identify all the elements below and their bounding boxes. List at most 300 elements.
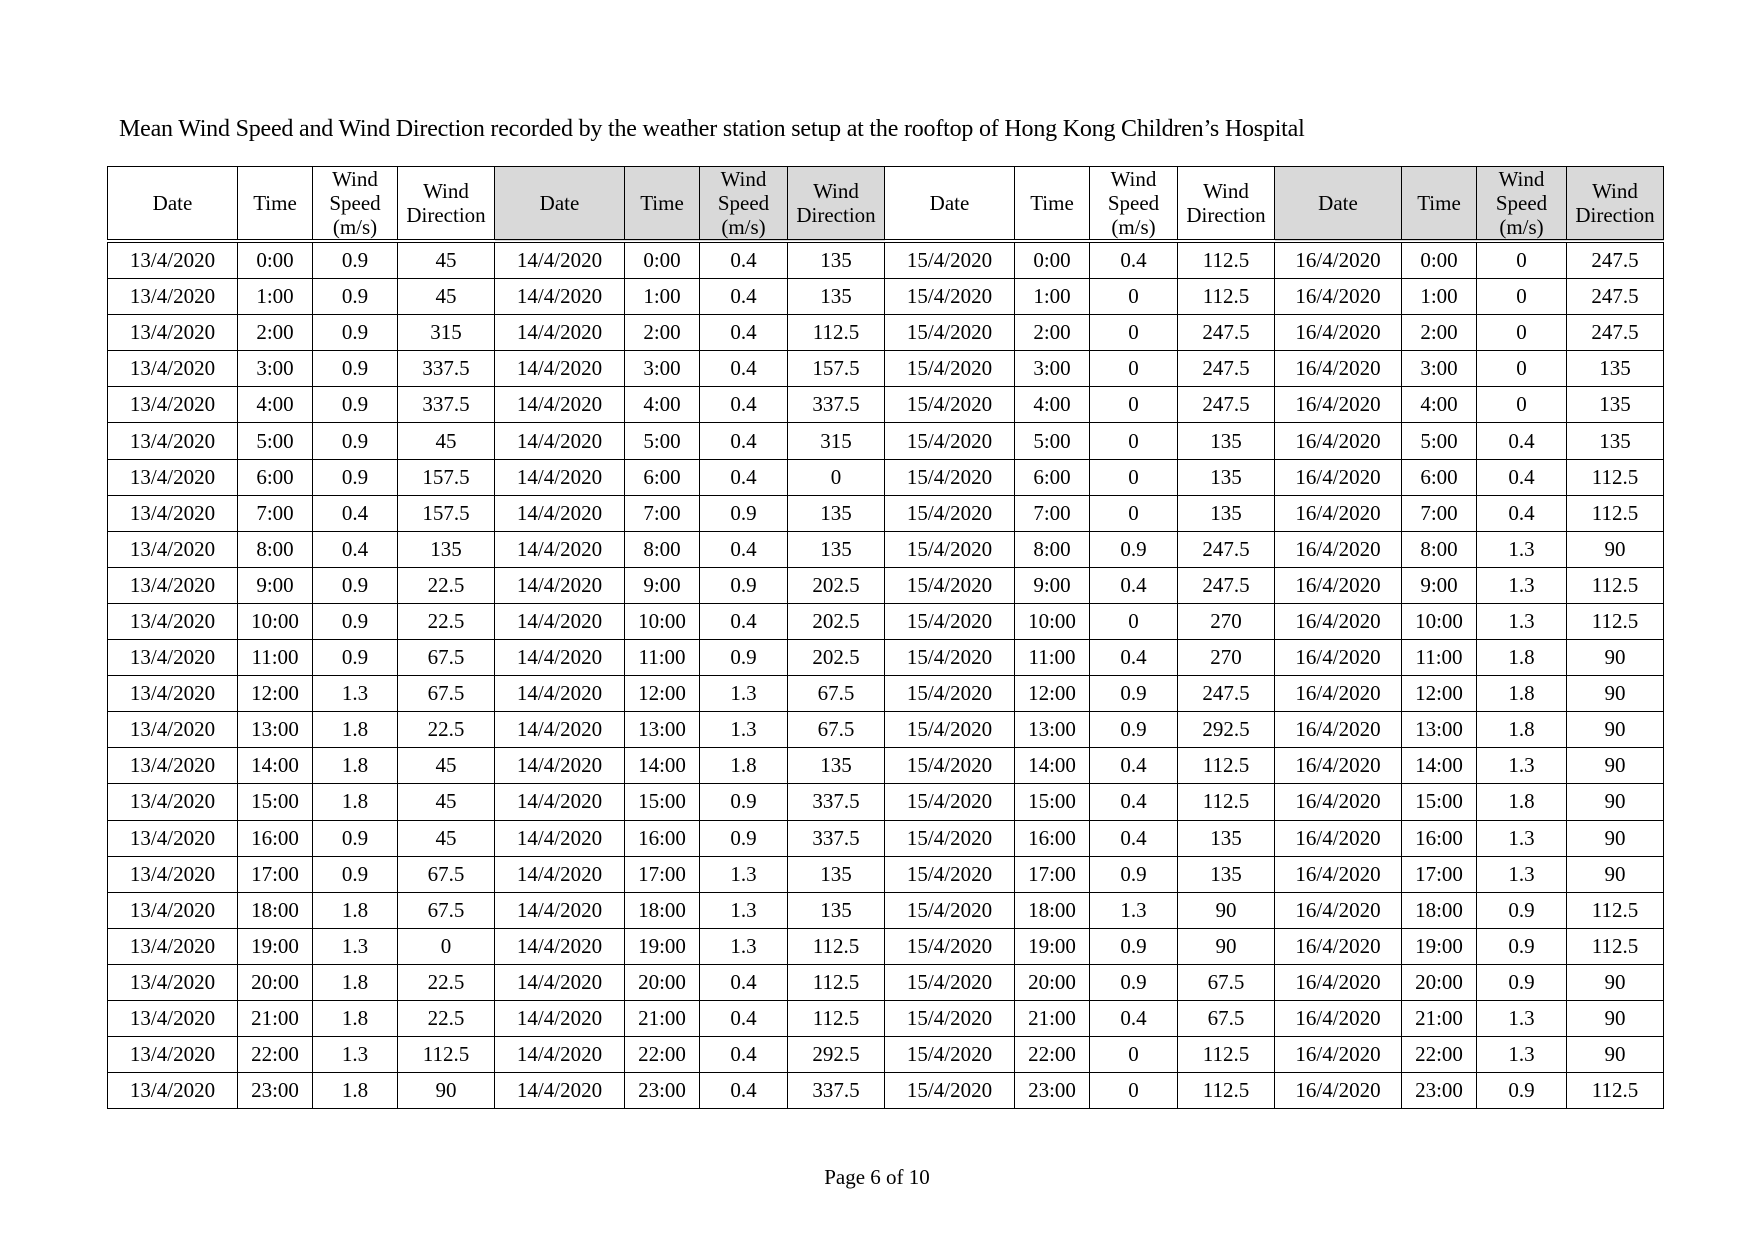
cell-wind-speed: 0.9 [313,315,398,351]
cell-wind-speed: 0.4 [700,387,788,423]
cell-wind-direction: 247.5 [1178,315,1275,351]
cell-wind-speed: 0.4 [313,495,398,531]
cell-date: 16/4/2020 [1275,315,1402,351]
cell-wind-direction: 112.5 [1567,603,1664,639]
cell-time: 11:00 [1015,640,1090,676]
cell-time: 17:00 [1402,856,1477,892]
header-date: Date [108,167,238,242]
cell-wind-direction: 90 [1567,712,1664,748]
cell-time: 19:00 [238,928,313,964]
cell-time: 10:00 [1015,603,1090,639]
cell-wind-speed: 0 [1090,1037,1178,1073]
cell-time: 15:00 [238,784,313,820]
cell-date: 14/4/2020 [495,712,625,748]
cell-wind-speed: 0 [1477,315,1567,351]
cell-time: 14:00 [625,748,700,784]
cell-wind-direction: 112.5 [1567,459,1664,495]
cell-wind-speed: 0.4 [700,351,788,387]
header-wind-speed-line: Speed [329,191,381,215]
cell-date: 15/4/2020 [885,315,1015,351]
cell-wind-direction: 45 [398,748,495,784]
cell-date: 15/4/2020 [885,676,1015,712]
cell-wind-direction: 90 [1567,676,1664,712]
cell-time: 7:00 [1015,495,1090,531]
cell-wind-direction: 67.5 [1178,964,1275,1000]
cell-wind-speed: 1.3 [1477,567,1567,603]
cell-time: 19:00 [625,928,700,964]
header-wind-speed [700,167,788,242]
cell-wind-direction: 22.5 [398,1000,495,1036]
cell-wind-speed: 0.4 [1090,640,1178,676]
cell-time: 20:00 [238,964,313,1000]
cell-date: 13/4/2020 [108,820,238,856]
cell-time: 20:00 [1402,964,1477,1000]
header-wind-speed [313,167,398,242]
cell-wind-direction: 135 [1567,351,1664,387]
page-number: Page 6 of 10 [824,1165,930,1189]
cell-time: 4:00 [1402,387,1477,423]
cell-time: 3:00 [238,351,313,387]
cell-wind-direction: 112.5 [1178,784,1275,820]
cell-date: 16/4/2020 [1275,241,1402,279]
cell-wind-speed: 0 [1090,351,1178,387]
cell-time: 9:00 [625,567,700,603]
cell-wind-direction: 157.5 [788,351,885,387]
header-wind-speed [1477,167,1567,242]
cell-date: 13/4/2020 [108,676,238,712]
cell-wind-direction: 337.5 [788,387,885,423]
header-wind-speed-line: Wind [1110,167,1157,191]
header-wind-direction-line: Wind [1592,179,1638,203]
cell-wind-speed: 0.9 [700,567,788,603]
cell-time: 9:00 [238,567,313,603]
cell-wind-speed: 0.4 [700,1000,788,1036]
cell-date: 13/4/2020 [108,784,238,820]
table-row [108,423,1664,459]
cell-wind-direction: 45 [398,423,495,459]
cell-date: 13/4/2020 [108,748,238,784]
cell-time: 23:00 [1402,1073,1477,1109]
cell-date: 13/4/2020 [108,423,238,459]
cell-date: 13/4/2020 [108,351,238,387]
table-row [108,315,1664,351]
cell-time: 14:00 [1402,748,1477,784]
cell-time: 3:00 [1402,351,1477,387]
cell-wind-speed: 0.9 [313,241,398,279]
header-time: Time [1402,167,1477,242]
cell-date: 14/4/2020 [495,531,625,567]
cell-wind-direction: 112.5 [788,928,885,964]
cell-date: 15/4/2020 [885,567,1015,603]
cell-date: 13/4/2020 [108,495,238,531]
cell-date: 13/4/2020 [108,1037,238,1073]
cell-date: 16/4/2020 [1275,640,1402,676]
cell-wind-speed: 1.3 [1477,820,1567,856]
cell-wind-speed: 1.3 [313,928,398,964]
cell-wind-speed: 0 [1090,423,1178,459]
cell-wind-speed: 0.9 [1090,964,1178,1000]
cell-wind-direction: 90 [1178,892,1275,928]
table-caption: Mean Wind Speed and Wind Direction recorded by the weather station setup at the rooftop of Hong Kong Children’s Hospital [119,116,1305,142]
cell-wind-direction: 247.5 [1178,567,1275,603]
cell-date: 14/4/2020 [495,351,625,387]
cell-time: 16:00 [625,820,700,856]
cell-wind-direction: 135 [1178,495,1275,531]
cell-wind-direction: 112.5 [788,1000,885,1036]
header-date: Date [1275,167,1402,242]
cell-wind-speed: 1.8 [313,712,398,748]
cell-time: 16:00 [238,820,313,856]
cell-date: 13/4/2020 [108,459,238,495]
cell-time: 17:00 [1015,856,1090,892]
header-wind-speed-line: (m/s) [332,215,378,239]
cell-wind-direction: 202.5 [788,567,885,603]
cell-wind-direction: 247.5 [1567,241,1664,279]
cell-wind-speed: 1.3 [700,928,788,964]
cell-time: 22:00 [625,1037,700,1073]
cell-wind-direction: 135 [788,531,885,567]
cell-wind-speed: 0 [1477,351,1567,387]
cell-wind-direction: 337.5 [788,820,885,856]
cell-date: 16/4/2020 [1275,459,1402,495]
header-time: Time [625,167,700,242]
cell-date: 15/4/2020 [885,423,1015,459]
cell-wind-speed: 0 [1090,495,1178,531]
cell-wind-direction: 337.5 [788,784,885,820]
header-date: Date [885,167,1015,242]
cell-wind-speed: 0.4 [700,964,788,1000]
cell-wind-speed: 1.3 [1477,748,1567,784]
cell-date: 14/4/2020 [495,964,625,1000]
header-wind-direction-line: Direction [1186,203,1266,227]
cell-wind-speed: 0.4 [700,423,788,459]
wind-data-table [107,166,1664,1109]
cell-wind-direction: 135 [788,279,885,315]
cell-date: 13/4/2020 [108,315,238,351]
cell-time: 5:00 [625,423,700,459]
cell-wind-direction: 135 [1178,856,1275,892]
cell-wind-speed: 0.4 [700,279,788,315]
cell-date: 15/4/2020 [885,495,1015,531]
cell-time: 16:00 [1015,820,1090,856]
cell-wind-direction: 270 [1178,640,1275,676]
cell-date: 15/4/2020 [885,712,1015,748]
cell-wind-speed: 0 [1090,315,1178,351]
cell-time: 23:00 [1015,1073,1090,1109]
cell-wind-direction: 0 [398,928,495,964]
header-wind-direction-line: Direction [406,203,486,227]
cell-wind-speed: 1.8 [313,1073,398,1109]
cell-time: 22:00 [1015,1037,1090,1073]
cell-date: 14/4/2020 [495,567,625,603]
cell-wind-speed: 0.9 [313,459,398,495]
cell-time: 1:00 [238,279,313,315]
cell-date: 13/4/2020 [108,603,238,639]
cell-wind-speed: 0.9 [313,387,398,423]
cell-wind-direction: 135 [1178,459,1275,495]
cell-wind-direction: 112.5 [1567,1073,1664,1109]
cell-time: 2:00 [625,315,700,351]
cell-wind-speed: 0.4 [700,531,788,567]
table-row [108,495,1664,531]
cell-wind-direction: 247.5 [1178,531,1275,567]
cell-date: 13/4/2020 [108,279,238,315]
cell-wind-speed: 0.4 [1477,423,1567,459]
cell-wind-speed: 0.4 [700,1037,788,1073]
cell-wind-direction: 202.5 [788,603,885,639]
cell-wind-direction: 22.5 [398,712,495,748]
cell-date: 14/4/2020 [495,748,625,784]
cell-time: 12:00 [1015,676,1090,712]
cell-date: 13/4/2020 [108,964,238,1000]
table-row [108,640,1664,676]
cell-date: 14/4/2020 [495,1073,625,1109]
cell-wind-speed: 0.4 [313,531,398,567]
cell-time: 18:00 [625,892,700,928]
cell-wind-direction: 247.5 [1567,279,1664,315]
cell-wind-direction: 112.5 [1178,279,1275,315]
cell-wind-direction: 22.5 [398,964,495,1000]
table-row [108,964,1664,1000]
cell-time: 22:00 [1402,1037,1477,1073]
cell-wind-direction: 112.5 [1567,495,1664,531]
cell-wind-direction: 135 [788,892,885,928]
table-row [108,676,1664,712]
cell-wind-speed: 0.9 [700,784,788,820]
cell-wind-direction: 157.5 [398,459,495,495]
cell-time: 6:00 [1015,459,1090,495]
cell-wind-speed: 0 [1090,279,1178,315]
table-row [108,784,1664,820]
cell-wind-speed: 0.4 [1090,1000,1178,1036]
cell-wind-direction: 135 [788,495,885,531]
cell-date: 16/4/2020 [1275,784,1402,820]
cell-time: 8:00 [625,531,700,567]
cell-wind-direction: 112.5 [1567,567,1664,603]
cell-wind-direction: 112.5 [1178,1073,1275,1109]
cell-date: 15/4/2020 [885,784,1015,820]
cell-date: 13/4/2020 [108,1000,238,1036]
cell-date: 16/4/2020 [1275,495,1402,531]
header-wind-speed-line: (m/s) [1499,215,1544,239]
cell-wind-direction: 90 [1178,928,1275,964]
cell-wind-speed: 0.4 [700,241,788,279]
header-wind-direction-line: Wind [813,179,859,203]
cell-wind-direction: 247.5 [1178,351,1275,387]
cell-date: 15/4/2020 [885,820,1015,856]
cell-wind-direction: 315 [788,423,885,459]
table-row [108,748,1664,784]
cell-wind-speed: 0.9 [700,640,788,676]
cell-date: 14/4/2020 [495,315,625,351]
cell-wind-direction: 90 [1567,748,1664,784]
table-row [108,892,1664,928]
cell-date: 14/4/2020 [495,459,625,495]
cell-date: 14/4/2020 [495,603,625,639]
cell-date: 14/4/2020 [495,928,625,964]
cell-wind-speed: 0.9 [313,351,398,387]
cell-wind-direction: 67.5 [788,676,885,712]
cell-wind-speed: 0.9 [1090,531,1178,567]
cell-time: 8:00 [1402,531,1477,567]
cell-wind-direction: 135 [788,748,885,784]
cell-wind-speed: 0.4 [700,1073,788,1109]
cell-time: 3:00 [625,351,700,387]
cell-time: 13:00 [1015,712,1090,748]
cell-time: 13:00 [238,712,313,748]
cell-date: 16/4/2020 [1275,676,1402,712]
cell-wind-direction: 90 [1567,640,1664,676]
cell-wind-direction: 112.5 [1178,748,1275,784]
cell-wind-speed: 0 [1090,459,1178,495]
cell-wind-direction: 315 [398,315,495,351]
cell-wind-direction: 90 [1567,784,1664,820]
cell-date: 13/4/2020 [108,241,238,279]
cell-wind-direction: 337.5 [398,351,495,387]
cell-time: 18:00 [238,892,313,928]
cell-date: 15/4/2020 [885,856,1015,892]
cell-wind-direction: 90 [1567,820,1664,856]
cell-wind-speed: 0.9 [313,820,398,856]
cell-wind-direction: 112.5 [1178,241,1275,279]
cell-wind-direction: 112.5 [398,1037,495,1073]
header-time: Time [1015,167,1090,242]
cell-wind-speed: 1.3 [313,1037,398,1073]
table-row [108,531,1664,567]
cell-wind-direction: 90 [1567,964,1664,1000]
cell-wind-speed: 0.9 [1477,1073,1567,1109]
cell-time: 5:00 [1015,423,1090,459]
cell-time: 13:00 [625,712,700,748]
cell-date: 14/4/2020 [495,1037,625,1073]
header-wind-direction-line: Wind [1203,179,1249,203]
cell-wind-speed: 0.4 [1090,784,1178,820]
cell-wind-direction: 112.5 [1178,1037,1275,1073]
cell-wind-speed: 1.8 [313,784,398,820]
cell-date: 13/4/2020 [108,712,238,748]
cell-date: 13/4/2020 [108,640,238,676]
cell-wind-direction: 135 [1178,820,1275,856]
cell-date: 13/4/2020 [108,1073,238,1109]
cell-time: 0:00 [625,241,700,279]
cell-date: 14/4/2020 [495,784,625,820]
cell-time: 17:00 [625,856,700,892]
cell-wind-direction: 135 [1567,387,1664,423]
cell-time: 5:00 [1402,423,1477,459]
cell-time: 0:00 [238,241,313,279]
cell-date: 16/4/2020 [1275,531,1402,567]
cell-time: 15:00 [625,784,700,820]
cell-time: 15:00 [1402,784,1477,820]
cell-wind-direction: 247.5 [1178,387,1275,423]
cell-time: 19:00 [1015,928,1090,964]
cell-wind-speed: 1.3 [313,676,398,712]
cell-wind-direction: 135 [398,531,495,567]
cell-date: 13/4/2020 [108,856,238,892]
cell-wind-direction: 67.5 [1178,1000,1275,1036]
cell-time: 1:00 [1015,279,1090,315]
cell-wind-speed: 1.8 [1477,640,1567,676]
cell-wind-direction: 135 [1567,423,1664,459]
cell-date: 14/4/2020 [495,640,625,676]
cell-wind-speed: 1.3 [1477,1037,1567,1073]
cell-time: 15:00 [1015,784,1090,820]
cell-time: 23:00 [238,1073,313,1109]
cell-wind-speed: 1.8 [700,748,788,784]
cell-date: 16/4/2020 [1275,856,1402,892]
cell-wind-speed: 0.9 [313,603,398,639]
cell-date: 15/4/2020 [885,1073,1015,1109]
cell-wind-speed: 0.9 [1477,928,1567,964]
cell-time: 18:00 [1402,892,1477,928]
cell-wind-direction: 45 [398,279,495,315]
table-row [108,928,1664,964]
cell-wind-direction: 112.5 [788,964,885,1000]
cell-wind-direction: 112.5 [1567,928,1664,964]
cell-wind-speed: 0.4 [1090,241,1178,279]
cell-wind-speed: 1.3 [700,676,788,712]
cell-date: 15/4/2020 [885,748,1015,784]
cell-wind-direction: 0 [788,459,885,495]
header-wind-speed-line: Speed [1495,191,1548,215]
cell-time: 13:00 [1402,712,1477,748]
cell-time: 2:00 [1015,315,1090,351]
cell-wind-speed: 1.8 [313,1000,398,1036]
cell-date: 15/4/2020 [885,459,1015,495]
table-body [108,241,1664,1109]
cell-date: 16/4/2020 [1275,1037,1402,1073]
table-header-row [108,167,1664,242]
cell-wind-speed: 0.9 [313,423,398,459]
cell-wind-direction: 67.5 [398,856,495,892]
cell-wind-direction: 337.5 [398,387,495,423]
cell-date: 16/4/2020 [1275,423,1402,459]
cell-time: 22:00 [238,1037,313,1073]
cell-wind-direction: 67.5 [398,676,495,712]
cell-wind-speed: 0 [1090,603,1178,639]
cell-date: 15/4/2020 [885,279,1015,315]
cell-time: 9:00 [1015,567,1090,603]
cell-wind-direction: 202.5 [788,640,885,676]
header-wind-speed-line: Wind [332,167,378,191]
cell-wind-speed: 1.3 [700,856,788,892]
cell-date: 14/4/2020 [495,387,625,423]
header-wind-speed [1090,167,1178,242]
cell-time: 14:00 [238,748,313,784]
cell-time: 0:00 [1402,241,1477,279]
cell-time: 14:00 [1015,748,1090,784]
cell-time: 10:00 [1402,603,1477,639]
cell-time: 21:00 [625,1000,700,1036]
cell-wind-speed: 1.3 [700,712,788,748]
cell-date: 15/4/2020 [885,640,1015,676]
cell-wind-direction: 292.5 [1178,712,1275,748]
cell-time: 16:00 [1402,820,1477,856]
cell-time: 9:00 [1402,567,1477,603]
cell-date: 16/4/2020 [1275,1073,1402,1109]
cell-wind-direction: 45 [398,241,495,279]
table-row [108,387,1664,423]
header-wind-speed-line: Wind [720,167,767,191]
table-row [108,351,1664,387]
cell-time: 20:00 [625,964,700,1000]
cell-wind-speed: 1.3 [700,892,788,928]
table-row [108,1000,1664,1036]
cell-date: 15/4/2020 [885,1037,1015,1073]
header-wind-direction [1178,167,1275,242]
cell-wind-direction: 90 [1567,1000,1664,1036]
header-date: Date [495,167,625,242]
